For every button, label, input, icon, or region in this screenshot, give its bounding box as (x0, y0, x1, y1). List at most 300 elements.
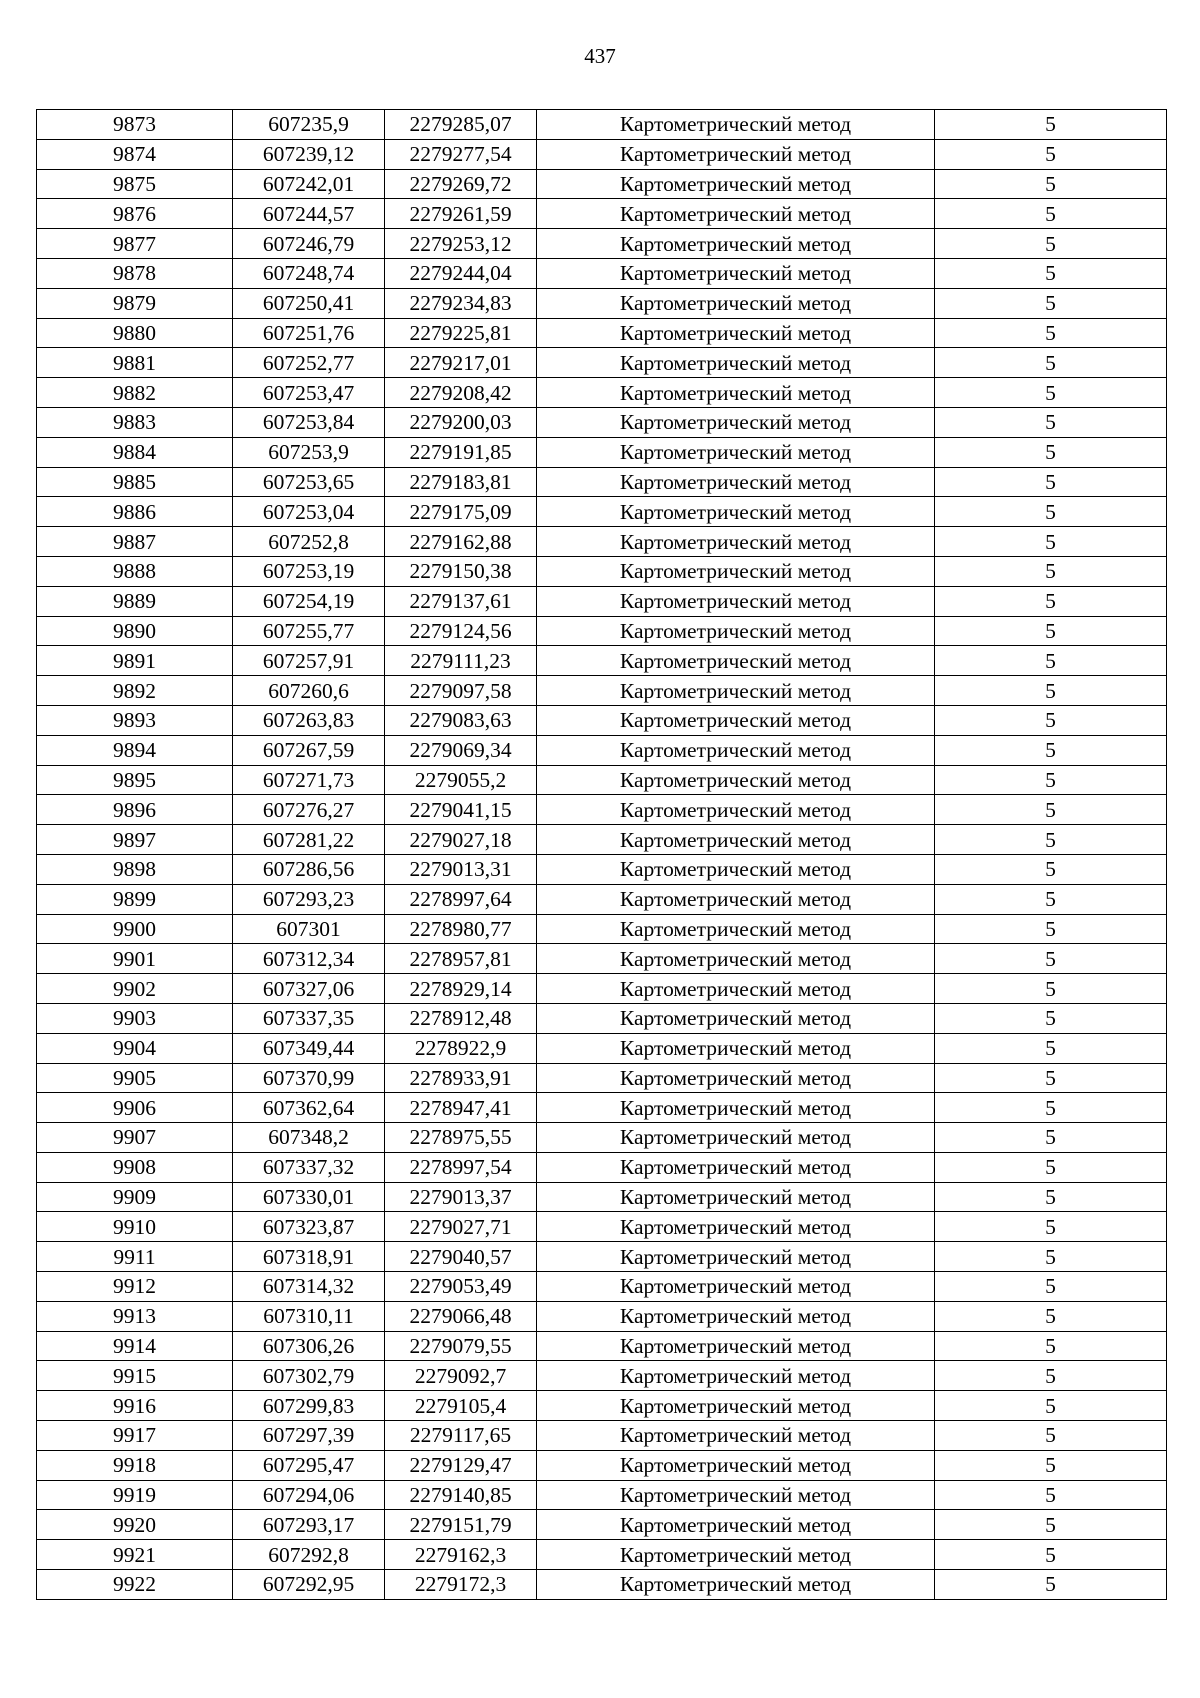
method-cell: Картометрический метод (537, 378, 935, 408)
accuracy-cell: 5 (935, 1152, 1167, 1182)
accuracy-cell: 5 (935, 1361, 1167, 1391)
table-row (37, 1540, 1167, 1570)
point-number-cell: 9907 (37, 1123, 233, 1153)
method-cell: Картометрический метод (537, 199, 935, 229)
y-coordinate-cell: 2278997,54 (385, 1152, 537, 1182)
method-cell: Картометрический метод (537, 1510, 935, 1540)
table-row (37, 705, 1167, 735)
accuracy-cell: 5 (935, 676, 1167, 706)
accuracy-cell: 5 (935, 1242, 1167, 1272)
y-coordinate-cell: 2278997,64 (385, 884, 537, 914)
table-row (37, 676, 1167, 706)
y-coordinate-cell: 2279151,79 (385, 1510, 537, 1540)
method-cell: Картометрический метод (537, 1450, 935, 1480)
y-coordinate-cell: 2278912,48 (385, 1003, 537, 1033)
x-coordinate-cell: 607242,01 (233, 169, 385, 199)
accuracy-cell: 5 (935, 854, 1167, 884)
table-row (37, 1510, 1167, 1540)
point-number-cell: 9911 (37, 1242, 233, 1272)
y-coordinate-cell: 2279200,03 (385, 407, 537, 437)
y-coordinate-cell: 2279129,47 (385, 1450, 537, 1480)
table-row (37, 1480, 1167, 1510)
table-row (37, 1361, 1167, 1391)
point-number-cell: 9903 (37, 1003, 233, 1033)
accuracy-cell: 5 (935, 527, 1167, 557)
accuracy-cell: 5 (935, 884, 1167, 914)
x-coordinate-cell: 607239,12 (233, 139, 385, 169)
table-row (37, 378, 1167, 408)
table-row (37, 854, 1167, 884)
method-cell: Картометрический метод (537, 765, 935, 795)
point-number-cell: 9899 (37, 884, 233, 914)
point-number-cell: 9916 (37, 1391, 233, 1421)
accuracy-cell: 5 (935, 348, 1167, 378)
point-number-cell: 9875 (37, 169, 233, 199)
method-cell: Картометрический метод (537, 169, 935, 199)
y-coordinate-cell: 2279111,23 (385, 646, 537, 676)
accuracy-cell: 5 (935, 705, 1167, 735)
y-coordinate-cell: 2279244,04 (385, 258, 537, 288)
y-coordinate-cell: 2279055,2 (385, 765, 537, 795)
method-cell: Картометрический метод (537, 884, 935, 914)
method-cell: Картометрический метод (537, 1212, 935, 1242)
table-row (37, 1003, 1167, 1033)
x-coordinate-cell: 607292,95 (233, 1570, 385, 1600)
x-coordinate-cell: 607254,19 (233, 586, 385, 616)
x-coordinate-cell: 607292,8 (233, 1540, 385, 1570)
accuracy-cell: 5 (935, 1063, 1167, 1093)
method-cell: Картометрический метод (537, 944, 935, 974)
x-coordinate-cell: 607252,77 (233, 348, 385, 378)
table-row (37, 646, 1167, 676)
point-number-cell: 9905 (37, 1063, 233, 1093)
table-row (37, 944, 1167, 974)
x-coordinate-cell: 607295,47 (233, 1450, 385, 1480)
accuracy-cell: 5 (935, 1212, 1167, 1242)
point-number-cell: 9922 (37, 1570, 233, 1600)
point-number-cell: 9881 (37, 348, 233, 378)
method-cell: Картометрический метод (537, 288, 935, 318)
x-coordinate-cell: 607310,11 (233, 1301, 385, 1331)
x-coordinate-cell: 607252,8 (233, 527, 385, 557)
x-coordinate-cell: 607257,91 (233, 646, 385, 676)
table-row (37, 556, 1167, 586)
x-coordinate-cell: 607293,23 (233, 884, 385, 914)
method-cell: Картометрический метод (537, 110, 935, 140)
method-cell: Картометрический метод (537, 318, 935, 348)
table-row (37, 1242, 1167, 1272)
table-row (37, 884, 1167, 914)
x-coordinate-cell: 607301 (233, 914, 385, 944)
point-number-cell: 9878 (37, 258, 233, 288)
y-coordinate-cell: 2279092,7 (385, 1361, 537, 1391)
point-number-cell: 9906 (37, 1093, 233, 1123)
y-coordinate-cell: 2278929,14 (385, 974, 537, 1004)
table-row (37, 229, 1167, 259)
y-coordinate-cell: 2279040,57 (385, 1242, 537, 1272)
x-coordinate-cell: 607263,83 (233, 705, 385, 735)
method-cell: Картометрический метод (537, 1063, 935, 1093)
y-coordinate-cell: 2279013,37 (385, 1182, 537, 1212)
accuracy-cell: 5 (935, 318, 1167, 348)
x-coordinate-cell: 607297,39 (233, 1421, 385, 1451)
x-coordinate-cell: 607294,06 (233, 1480, 385, 1510)
point-number-cell: 9877 (37, 229, 233, 259)
y-coordinate-cell: 2279253,12 (385, 229, 537, 259)
method-cell: Картометрический метод (537, 1093, 935, 1123)
point-number-cell: 9921 (37, 1540, 233, 1570)
accuracy-cell: 5 (935, 1123, 1167, 1153)
y-coordinate-cell: 2278922,9 (385, 1033, 537, 1063)
y-coordinate-cell: 2279140,85 (385, 1480, 537, 1510)
accuracy-cell: 5 (935, 1182, 1167, 1212)
x-coordinate-cell: 607293,17 (233, 1510, 385, 1540)
table-row (37, 348, 1167, 378)
point-number-cell: 9889 (37, 586, 233, 616)
table-row (37, 437, 1167, 467)
method-cell: Картометрический метод (537, 825, 935, 855)
y-coordinate-cell: 2279066,48 (385, 1301, 537, 1331)
method-cell: Картометрический метод (537, 1480, 935, 1510)
y-coordinate-cell: 2279117,65 (385, 1421, 537, 1451)
point-number-cell: 9902 (37, 974, 233, 1004)
accuracy-cell: 5 (935, 1480, 1167, 1510)
method-cell: Картометрический метод (537, 1182, 935, 1212)
y-coordinate-cell: 2279105,4 (385, 1391, 537, 1421)
x-coordinate-cell: 607235,9 (233, 110, 385, 140)
y-coordinate-cell: 2279137,61 (385, 586, 537, 616)
method-cell: Картометрический метод (537, 1421, 935, 1451)
accuracy-cell: 5 (935, 1093, 1167, 1123)
method-cell: Картометрический метод (537, 914, 935, 944)
point-number-cell: 9890 (37, 616, 233, 646)
accuracy-cell: 5 (935, 288, 1167, 318)
y-coordinate-cell: 2279162,3 (385, 1540, 537, 1570)
table-row (37, 765, 1167, 795)
y-coordinate-cell: 2279162,88 (385, 527, 537, 557)
method-cell: Картометрический метод (537, 497, 935, 527)
point-number-cell: 9893 (37, 705, 233, 735)
x-coordinate-cell: 607253,9 (233, 437, 385, 467)
point-number-cell: 9882 (37, 378, 233, 408)
x-coordinate-cell: 607302,79 (233, 1361, 385, 1391)
table-row (37, 497, 1167, 527)
method-cell: Картометрический метод (537, 1570, 935, 1600)
table-row (37, 1182, 1167, 1212)
y-coordinate-cell: 2279027,18 (385, 825, 537, 855)
table-row (37, 1123, 1167, 1153)
y-coordinate-cell: 2279069,34 (385, 735, 537, 765)
accuracy-cell: 5 (935, 1331, 1167, 1361)
accuracy-cell: 5 (935, 795, 1167, 825)
point-number-cell: 9918 (37, 1450, 233, 1480)
accuracy-cell: 5 (935, 1391, 1167, 1421)
y-coordinate-cell: 2278947,41 (385, 1093, 537, 1123)
table-row (37, 467, 1167, 497)
y-coordinate-cell: 2279285,07 (385, 110, 537, 140)
method-cell: Картометрический метод (537, 646, 935, 676)
y-coordinate-cell: 2278980,77 (385, 914, 537, 944)
table-row (37, 1570, 1167, 1600)
method-cell: Картометрический метод (537, 735, 935, 765)
point-number-cell: 9919 (37, 1480, 233, 1510)
x-coordinate-cell: 607349,44 (233, 1033, 385, 1063)
point-number-cell: 9904 (37, 1033, 233, 1063)
y-coordinate-cell: 2279175,09 (385, 497, 537, 527)
method-cell: Картометрический метод (537, 1272, 935, 1302)
y-coordinate-cell: 2279053,49 (385, 1272, 537, 1302)
x-coordinate-cell: 607362,64 (233, 1093, 385, 1123)
method-cell: Картометрический метод (537, 1540, 935, 1570)
point-number-cell: 9895 (37, 765, 233, 795)
table-row (37, 407, 1167, 437)
y-coordinate-cell: 2279191,85 (385, 437, 537, 467)
x-coordinate-cell: 607337,35 (233, 1003, 385, 1033)
x-coordinate-cell: 607312,34 (233, 944, 385, 974)
y-coordinate-cell: 2279124,56 (385, 616, 537, 646)
y-coordinate-cell: 2278933,91 (385, 1063, 537, 1093)
table-row (37, 1152, 1167, 1182)
table-row (37, 795, 1167, 825)
x-coordinate-cell: 607330,01 (233, 1182, 385, 1212)
y-coordinate-cell: 2279269,72 (385, 169, 537, 199)
y-coordinate-cell: 2279172,3 (385, 1570, 537, 1600)
table-row (37, 1421, 1167, 1451)
accuracy-cell: 5 (935, 1450, 1167, 1480)
accuracy-cell: 5 (935, 765, 1167, 795)
table-row (37, 1450, 1167, 1480)
point-number-cell: 9900 (37, 914, 233, 944)
table-row (37, 258, 1167, 288)
point-number-cell: 9894 (37, 735, 233, 765)
point-number-cell: 9887 (37, 527, 233, 557)
y-coordinate-cell: 2279234,83 (385, 288, 537, 318)
x-coordinate-cell: 607248,74 (233, 258, 385, 288)
accuracy-cell: 5 (935, 437, 1167, 467)
point-number-cell: 9901 (37, 944, 233, 974)
accuracy-cell: 5 (935, 1272, 1167, 1302)
point-number-cell: 9898 (37, 854, 233, 884)
table-row (37, 1272, 1167, 1302)
accuracy-cell: 5 (935, 1003, 1167, 1033)
method-cell: Картометрический метод (537, 1003, 935, 1033)
x-coordinate-cell: 607348,2 (233, 1123, 385, 1153)
point-number-cell: 9880 (37, 318, 233, 348)
x-coordinate-cell: 607276,27 (233, 795, 385, 825)
point-number-cell: 9896 (37, 795, 233, 825)
table-row (37, 825, 1167, 855)
method-cell: Картометрический метод (537, 1391, 935, 1421)
table-row (37, 169, 1167, 199)
page-number: 437 (584, 44, 616, 68)
accuracy-cell: 5 (935, 497, 1167, 527)
table-row (37, 110, 1167, 140)
table-row (37, 1301, 1167, 1331)
point-number-cell: 9885 (37, 467, 233, 497)
coordinates-table-body (37, 110, 1167, 1600)
accuracy-cell: 5 (935, 1540, 1167, 1570)
point-number-cell: 9884 (37, 437, 233, 467)
x-coordinate-cell: 607271,73 (233, 765, 385, 795)
point-number-cell: 9873 (37, 110, 233, 140)
accuracy-cell: 5 (935, 1421, 1167, 1451)
point-number-cell: 9888 (37, 556, 233, 586)
x-coordinate-cell: 607286,56 (233, 854, 385, 884)
table-row (37, 974, 1167, 1004)
method-cell: Картометрический метод (537, 1123, 935, 1153)
x-coordinate-cell: 607314,32 (233, 1272, 385, 1302)
accuracy-cell: 5 (935, 586, 1167, 616)
point-number-cell: 9879 (37, 288, 233, 318)
accuracy-cell: 5 (935, 944, 1167, 974)
x-coordinate-cell: 607250,41 (233, 288, 385, 318)
accuracy-cell: 5 (935, 616, 1167, 646)
method-cell: Картометрический метод (537, 467, 935, 497)
method-cell: Картометрический метод (537, 676, 935, 706)
point-number-cell: 9883 (37, 407, 233, 437)
method-cell: Картометрический метод (537, 229, 935, 259)
method-cell: Картометрический метод (537, 407, 935, 437)
method-cell: Картометрический метод (537, 974, 935, 1004)
point-number-cell: 9912 (37, 1272, 233, 1302)
x-coordinate-cell: 607253,84 (233, 407, 385, 437)
method-cell: Картометрический метод (537, 1152, 935, 1182)
method-cell: Картометрический метод (537, 1242, 935, 1272)
point-number-cell: 9892 (37, 676, 233, 706)
x-coordinate-cell: 607244,57 (233, 199, 385, 229)
method-cell: Картометрический метод (537, 348, 935, 378)
x-coordinate-cell: 607253,47 (233, 378, 385, 408)
y-coordinate-cell: 2278957,81 (385, 944, 537, 974)
accuracy-cell: 5 (935, 110, 1167, 140)
x-coordinate-cell: 607246,79 (233, 229, 385, 259)
accuracy-cell: 5 (935, 199, 1167, 229)
table-row (37, 1093, 1167, 1123)
method-cell: Картометрический метод (537, 1301, 935, 1331)
x-coordinate-cell: 607299,83 (233, 1391, 385, 1421)
point-number-cell: 9891 (37, 646, 233, 676)
method-cell: Картометрический метод (537, 795, 935, 825)
method-cell: Картометрический метод (537, 527, 935, 557)
point-number-cell: 9920 (37, 1510, 233, 1540)
accuracy-cell: 5 (935, 139, 1167, 169)
x-coordinate-cell: 607251,76 (233, 318, 385, 348)
table-row (37, 735, 1167, 765)
accuracy-cell: 5 (935, 169, 1167, 199)
x-coordinate-cell: 607281,22 (233, 825, 385, 855)
method-cell: Картометрический метод (537, 258, 935, 288)
accuracy-cell: 5 (935, 1570, 1167, 1600)
method-cell: Картометрический метод (537, 586, 935, 616)
x-coordinate-cell: 607260,6 (233, 676, 385, 706)
accuracy-cell: 5 (935, 646, 1167, 676)
point-number-cell: 9910 (37, 1212, 233, 1242)
x-coordinate-cell: 607337,32 (233, 1152, 385, 1182)
point-number-cell: 9897 (37, 825, 233, 855)
x-coordinate-cell: 607370,99 (233, 1063, 385, 1093)
method-cell: Картометрический метод (537, 705, 935, 735)
method-cell: Картометрический метод (537, 1033, 935, 1063)
x-coordinate-cell: 607255,77 (233, 616, 385, 646)
point-number-cell: 9908 (37, 1152, 233, 1182)
method-cell: Картометрический метод (537, 854, 935, 884)
x-coordinate-cell: 607306,26 (233, 1331, 385, 1361)
x-coordinate-cell: 607253,04 (233, 497, 385, 527)
accuracy-cell: 5 (935, 1301, 1167, 1331)
y-coordinate-cell: 2279225,81 (385, 318, 537, 348)
table-row (37, 318, 1167, 348)
x-coordinate-cell: 607327,06 (233, 974, 385, 1004)
table-row (37, 139, 1167, 169)
point-number-cell: 9914 (37, 1331, 233, 1361)
accuracy-cell: 5 (935, 1033, 1167, 1063)
accuracy-cell: 5 (935, 1510, 1167, 1540)
accuracy-cell: 5 (935, 974, 1167, 1004)
coordinates-table (36, 109, 1167, 1600)
table-row (37, 1391, 1167, 1421)
method-cell: Картометрический метод (537, 437, 935, 467)
y-coordinate-cell: 2279083,63 (385, 705, 537, 735)
point-number-cell: 9915 (37, 1361, 233, 1391)
y-coordinate-cell: 2279027,71 (385, 1212, 537, 1242)
y-coordinate-cell: 2279261,59 (385, 199, 537, 229)
y-coordinate-cell: 2279150,38 (385, 556, 537, 586)
table-row (37, 1212, 1167, 1242)
accuracy-cell: 5 (935, 914, 1167, 944)
method-cell: Картометрический метод (537, 1331, 935, 1361)
method-cell: Картометрический метод (537, 616, 935, 646)
point-number-cell: 9876 (37, 199, 233, 229)
table-row (37, 616, 1167, 646)
table-row (37, 288, 1167, 318)
y-coordinate-cell: 2279097,58 (385, 676, 537, 706)
accuracy-cell: 5 (935, 229, 1167, 259)
accuracy-cell: 5 (935, 556, 1167, 586)
x-coordinate-cell: 607267,59 (233, 735, 385, 765)
accuracy-cell: 5 (935, 258, 1167, 288)
point-number-cell: 9909 (37, 1182, 233, 1212)
accuracy-cell: 5 (935, 467, 1167, 497)
accuracy-cell: 5 (935, 378, 1167, 408)
table-row (37, 586, 1167, 616)
y-coordinate-cell: 2279183,81 (385, 467, 537, 497)
point-number-cell: 9913 (37, 1301, 233, 1331)
method-cell: Картометрический метод (537, 139, 935, 169)
x-coordinate-cell: 607318,91 (233, 1242, 385, 1272)
accuracy-cell: 5 (935, 407, 1167, 437)
point-number-cell: 9917 (37, 1421, 233, 1451)
table-row (37, 1331, 1167, 1361)
y-coordinate-cell: 2279208,42 (385, 378, 537, 408)
method-cell: Картометрический метод (537, 1361, 935, 1391)
x-coordinate-cell: 607323,87 (233, 1212, 385, 1242)
y-coordinate-cell: 2279079,55 (385, 1331, 537, 1361)
x-coordinate-cell: 607253,19 (233, 556, 385, 586)
table-row (37, 1033, 1167, 1063)
point-number-cell: 9874 (37, 139, 233, 169)
method-cell: Картометрический метод (537, 556, 935, 586)
y-coordinate-cell: 2278975,55 (385, 1123, 537, 1153)
table-row (37, 1063, 1167, 1093)
x-coordinate-cell: 607253,65 (233, 467, 385, 497)
table-row (37, 914, 1167, 944)
point-number-cell: 9886 (37, 497, 233, 527)
table-row (37, 199, 1167, 229)
y-coordinate-cell: 2279041,15 (385, 795, 537, 825)
y-coordinate-cell: 2279013,31 (385, 854, 537, 884)
accuracy-cell: 5 (935, 825, 1167, 855)
accuracy-cell: 5 (935, 735, 1167, 765)
